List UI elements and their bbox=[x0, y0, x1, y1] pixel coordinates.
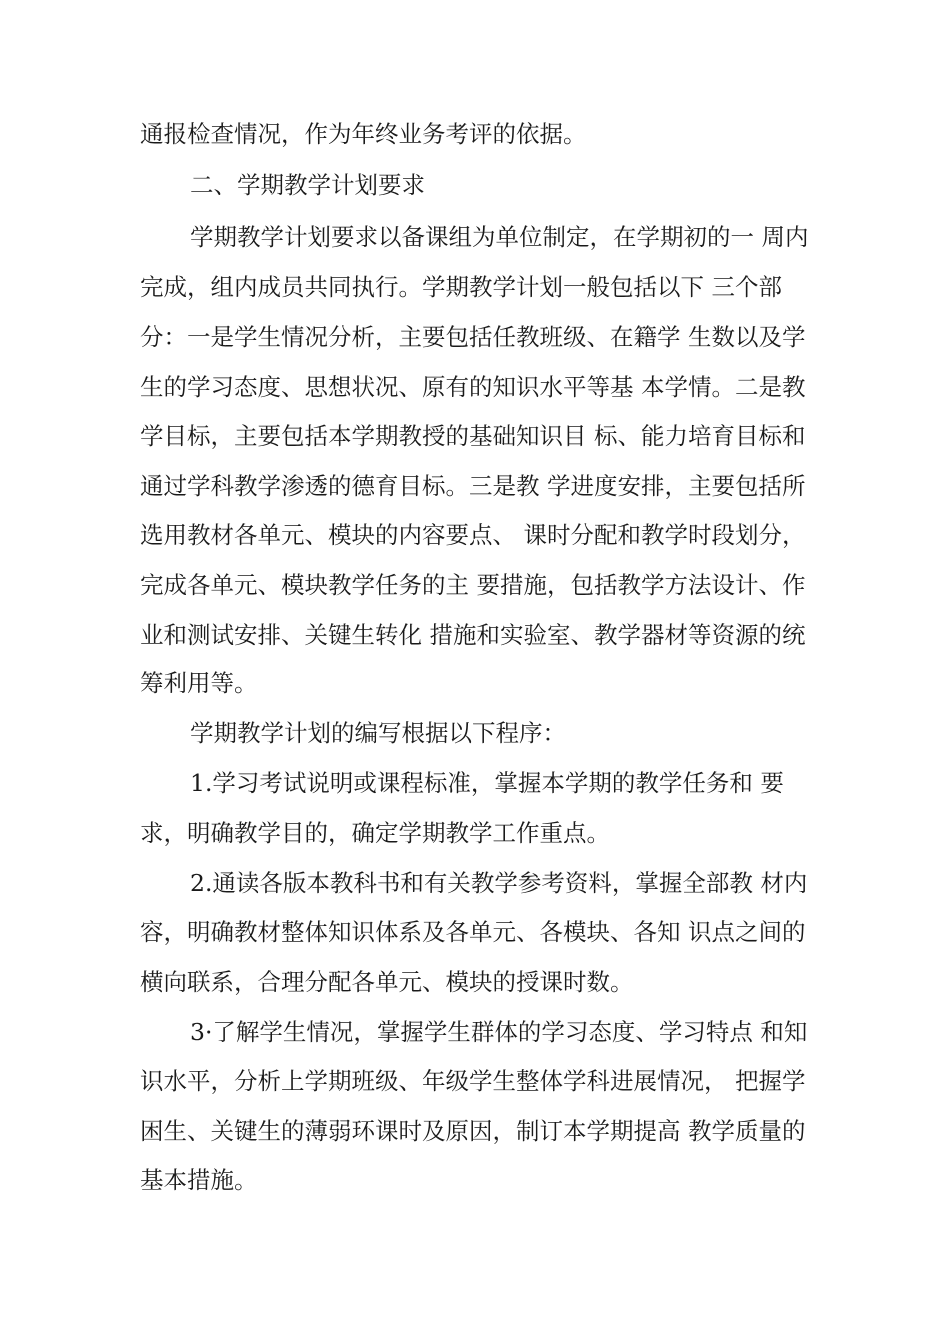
text-line: 学期教学计划的编写根据以下程序： bbox=[190, 719, 566, 747]
list-item: 2.通读各版本教科书和有关教学参考资料，掌握全部教 材内 bbox=[190, 869, 808, 897]
text-line: 学目标，主要包括本学期教授的基础知识目 标、能力培育目标和 bbox=[140, 422, 806, 450]
text-line: 困生、关键生的薄弱环课时及原因，制订本学期提高 教学质量的 bbox=[140, 1117, 806, 1145]
section-heading: 二、学期教学计划要求 bbox=[190, 171, 425, 199]
text-line: 完成，组内成员共同执行。学期教学计划一般包括以下 三个部 bbox=[140, 273, 782, 301]
text-line: 通报检查情况，作为年终业务考评的依据。 bbox=[140, 120, 587, 148]
text-line: 学期教学计划要求以备课组为单位制定，在学期初的一 周内 bbox=[190, 223, 809, 251]
text-line: 容，明确教材整体知识体系及各单元、各模块、各知 识点之间的 bbox=[140, 918, 806, 946]
text-line: 完成各单元、模块教学任务的主 要措施，包括教学方法设计、作 bbox=[140, 571, 806, 599]
text-line: 识水平，分析上学期班级、年级学生整体学科进展情况， 把握学 bbox=[140, 1067, 806, 1095]
text-line: 求，明确教学目的，确定学期教学工作重点。 bbox=[140, 819, 610, 847]
text-line: 业和测试安排、关键生转化 措施和实验室、教学器材等资源的统 bbox=[140, 621, 806, 649]
list-item: 3·了解学生情况，掌握学生群体的学习态度、学习特点 和知 bbox=[190, 1018, 808, 1046]
text-line: 通过学科教学渗透的德育目标。三是教 学进度安排，主要包括所 bbox=[140, 472, 806, 500]
text-line: 横向联系，合理分配各单元、模块的授课时数。 bbox=[140, 968, 634, 996]
list-item: 1.学习考试说明或课程标准，掌握本学期的教学任务和 要 bbox=[190, 769, 784, 797]
text-line: 基本措施。 bbox=[140, 1166, 258, 1194]
text-line: 筹利用等。 bbox=[140, 669, 258, 697]
text-line: 生的学习态度、思想状况、原有的知识水平等基 本学情。二是教 bbox=[140, 373, 806, 401]
text-line: 分：一是学生情况分析，主要包括任教班级、在籍学 生数以及学 bbox=[140, 323, 806, 351]
text-line: 选用教材各单元、模块的内容要点、 课时分配和教学时段划分， bbox=[140, 521, 806, 549]
